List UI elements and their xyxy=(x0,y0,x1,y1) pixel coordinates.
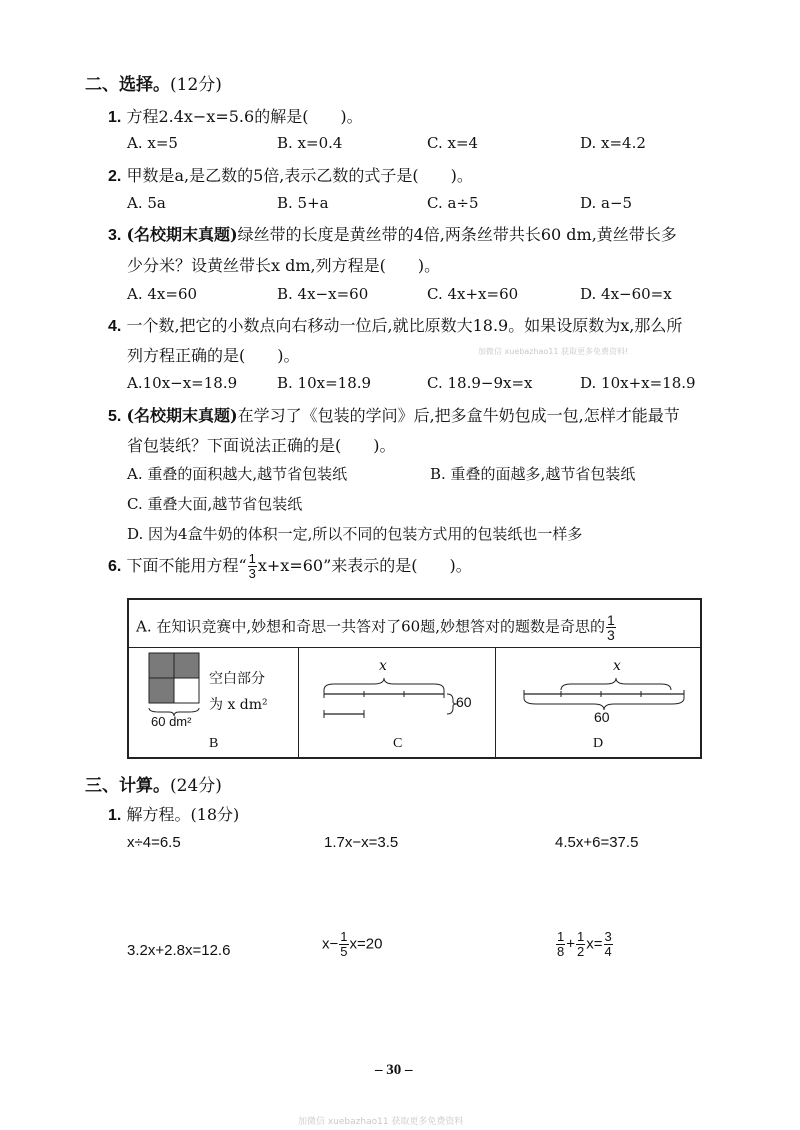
question-3-line2: 少分米？设黄丝带长x dm,列方程是( )。 xyxy=(127,256,441,275)
b-blank-value: 为 x dm² xyxy=(209,697,268,713)
q6-option-a-text: A. 在知识竞赛中,妙想和奇思一共答对了60题,妙想答对的题数是奇思的 $\frac{1}{3}$ xyxy=(136,612,615,643)
q5-option-d[interactable]: D. 因为4盒牛奶的体积一定,所以不同的包装方式用的包装纸也一样多 xyxy=(127,525,583,543)
footer-watermark: 加微信 xuebazhao11 获取更多免费资料 xyxy=(298,1117,464,1127)
equation-3: 4.5x+6=37.5 xyxy=(555,834,639,851)
q6-options-table xyxy=(127,598,702,759)
calc-question-1: 1. 解方程。(18分) xyxy=(108,805,240,824)
segment-diagram-c xyxy=(299,648,496,728)
q4-option-c[interactable]: C. 18.9−9x=x xyxy=(427,374,533,392)
q4-option-b[interactable]: B. 10x=18.9 xyxy=(277,374,372,392)
equation-2: 1.7x−x=3.5 xyxy=(324,834,399,851)
q2-option-b[interactable]: B. 5+a xyxy=(277,194,329,212)
equation-4: 3.2x+2.8x=12.6 xyxy=(127,942,231,959)
q3-option-a[interactable]: A. 4x=60 xyxy=(127,285,198,303)
question-5-line2: 省包装纸？下面说法正确的是( )。 xyxy=(127,436,396,455)
c-x-label: x xyxy=(379,658,387,674)
option-b-label: B xyxy=(209,736,219,751)
d-x-label: x xyxy=(613,658,621,674)
c-total-label: 60 xyxy=(456,694,472,710)
question-1: 1. 方程2.4x−x=5.6的解是( )。 xyxy=(108,107,363,126)
q1-option-b[interactable]: B. x=0.4 xyxy=(277,134,343,152)
section-title-calc: 三、计算。(24分) xyxy=(85,776,222,796)
b-blank-label: 空白部分 xyxy=(209,671,265,687)
q2-option-c[interactable]: C. a÷5 xyxy=(427,194,479,212)
question-5: 5. (名校期末真题)在学习了《包装的学问》后,把多盒牛奶包成一包,怎样才能最节 xyxy=(108,406,680,425)
q2-option-a[interactable]: A. 5a xyxy=(127,194,166,212)
b-area-label: 60 dm² xyxy=(151,714,192,729)
q4-option-a[interactable]: A.10x−x=18.9 xyxy=(127,374,238,392)
fraction-one-third: $\frac{1}{3}$ xyxy=(248,551,256,581)
q6-option-a-cell[interactable] xyxy=(129,600,700,648)
q3-option-c[interactable]: C. 4x+x=60 xyxy=(427,285,519,303)
q4-option-d[interactable]: D. 10x+x=18.9 xyxy=(580,374,696,392)
q3-option-d[interactable]: D. 4x−60=x xyxy=(580,285,672,303)
q1-option-d[interactable]: D. x=4.2 xyxy=(580,134,646,152)
q5-option-b[interactable]: B. 重叠的面越多,越节省包装纸 xyxy=(430,465,636,483)
question-6: 6. 下面不能用方程“ $\frac{1}{3}$ x+x=60”来表示的是( )。 xyxy=(108,551,472,581)
option-c-label: C xyxy=(393,736,403,751)
question-4-line2: 列方程正确的是( )。 xyxy=(127,346,300,365)
equation-5: x− $\frac{1}{5}$ x=20 xyxy=(322,929,383,959)
page-number: – 30 – xyxy=(375,1062,413,1078)
q5-option-a[interactable]: A. 重叠的面积越大,越节省包装纸 xyxy=(127,465,348,483)
q6-option-b-cell[interactable] xyxy=(129,648,299,757)
question-3: 3. (名校期末真题)绿丝带的长度是黄丝带的4倍,两条丝带共长60 dm,黄丝带长多 xyxy=(108,225,677,244)
q1-option-a[interactable]: A. x=5 xyxy=(127,134,178,152)
q5-option-c[interactable]: C. 重叠大面,越节省包装纸 xyxy=(127,495,303,513)
option-d-label: D xyxy=(593,736,604,751)
q2-option-d[interactable]: D. a−5 xyxy=(580,194,633,212)
q3-option-b[interactable]: B. 4x−x=60 xyxy=(277,285,369,303)
q6-option-d-cell[interactable] xyxy=(496,648,700,757)
q6-option-c-cell[interactable] xyxy=(299,648,496,757)
watermark-text: 加微信 xuebazhao11 获取更多免费资料! xyxy=(478,347,629,356)
equation-6: $\frac{1}{8}$ + $\frac{1}{2}$ x= $\frac{3}{4}$ xyxy=(557,929,612,959)
section-title-choice: 二、选择。(12分) xyxy=(85,75,222,95)
question-2: 2. 甲数是a,是乙数的5倍,表示乙数的式子是( )。 xyxy=(108,166,473,185)
q1-option-c[interactable]: C. x=4 xyxy=(427,134,479,152)
equation-1: x÷4=6.5 xyxy=(127,834,181,851)
d-total-label: 60 xyxy=(594,709,610,725)
question-4: 4. 一个数,把它的小数点向右移动一位后,就比原数大18.9。如果设原数为x,那么所 xyxy=(108,316,683,335)
